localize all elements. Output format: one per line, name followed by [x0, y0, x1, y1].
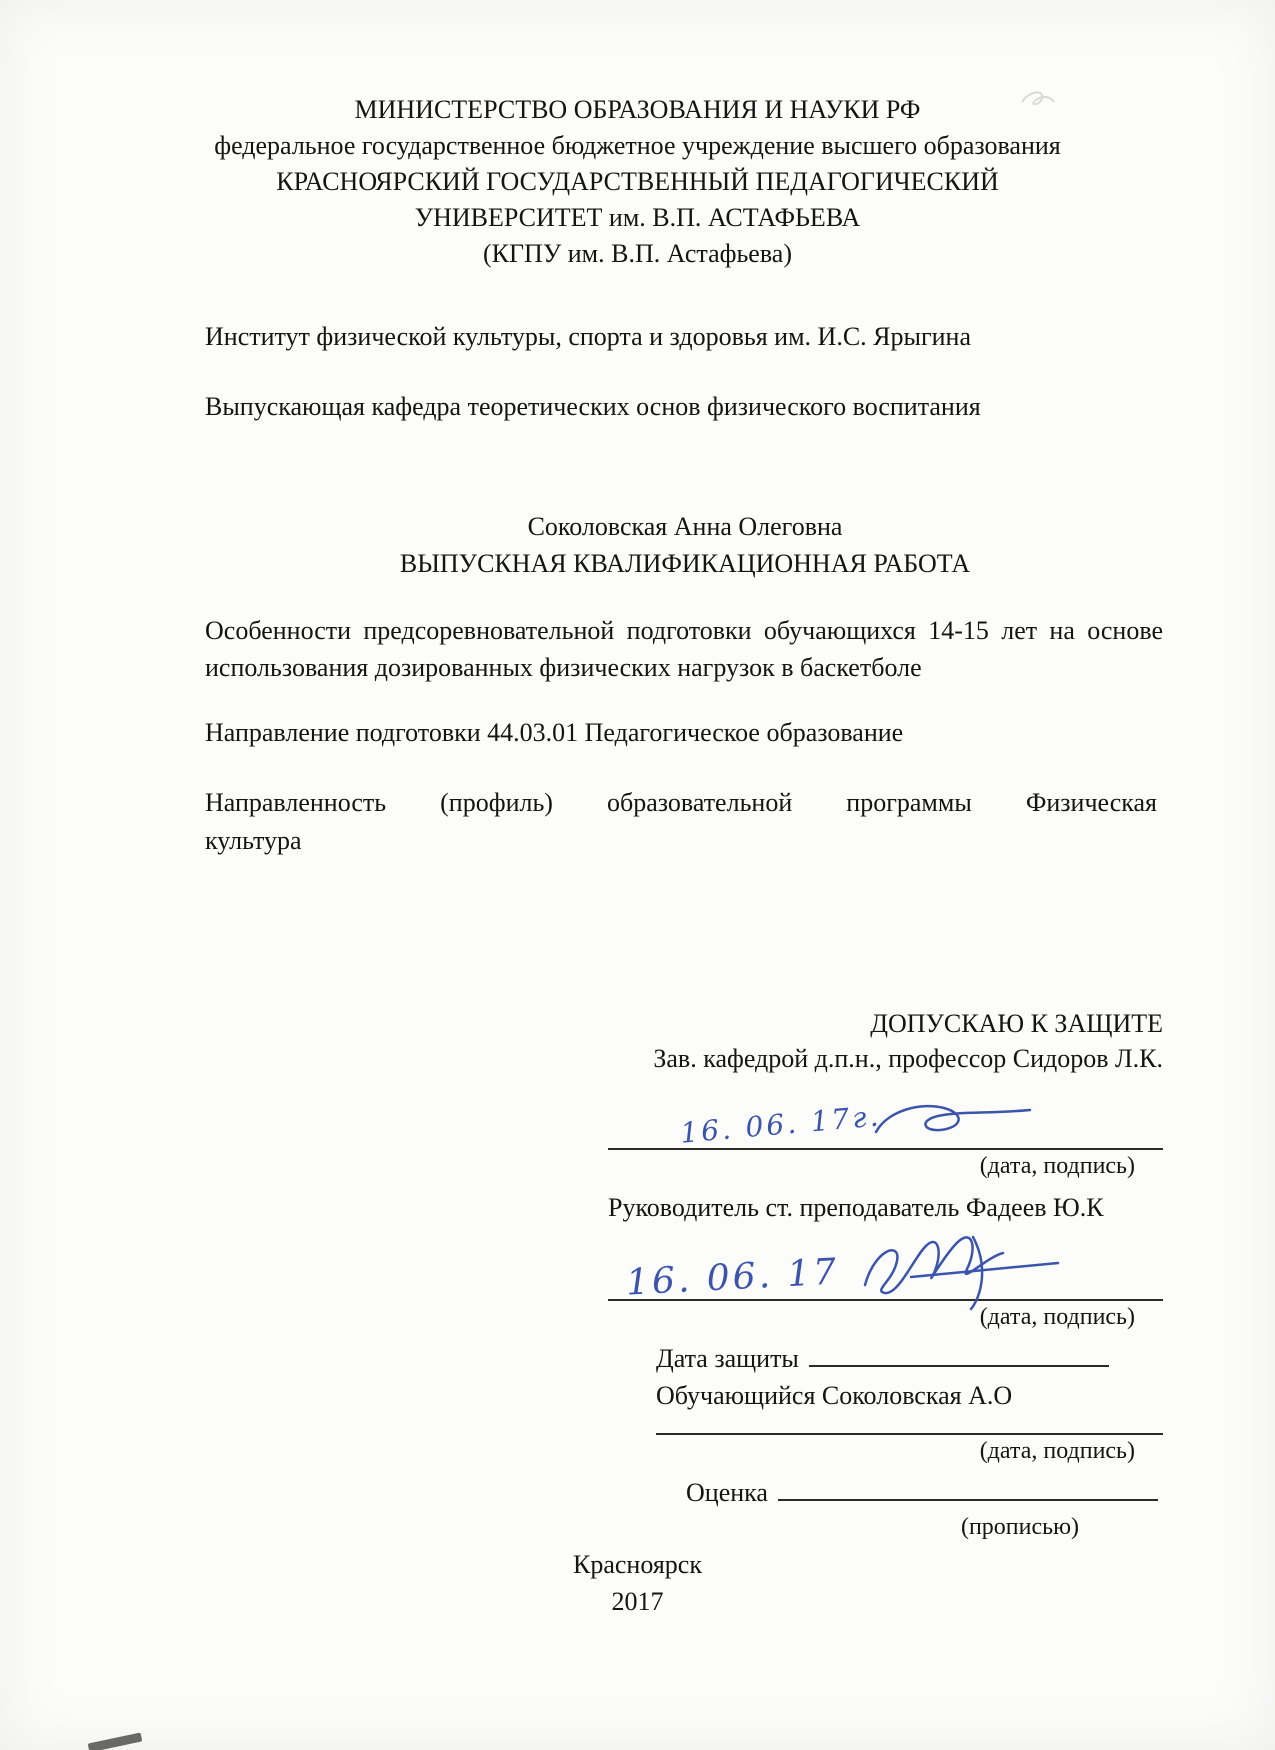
approval-block [608, 1006, 1163, 1544]
head-signature-date: 16. 06. 17г. [678, 1099, 883, 1150]
scan-artifact-corner [88, 1732, 143, 1750]
work-type-title: ВЫПУСКНАЯ КВАЛИФИКАЦИОННАЯ РАБОТА [399, 549, 971, 578]
profile-line: Направленность (профиль) образовательной программы Физическая культура [205, 788, 1157, 855]
thesis-title: Особенности предсоревновательной подготовки обучающихся 14-15 лет на основе использования дозированных физических нагрузок в баскетболе [205, 616, 1163, 682]
supervisor-signature-icon [853, 1223, 1068, 1315]
institute-line: Институт физической культуры, спорта и здоровья им. И.С. Ярыгина [205, 322, 972, 351]
year-line: 2017 [611, 1587, 664, 1616]
scan-artifact-mark [1018, 86, 1058, 110]
defense-date-blank [809, 1339, 1109, 1367]
supervisor-signature-area [608, 1233, 1163, 1304]
date-signature-caption-3: (дата, подпись) [979, 1438, 1135, 1464]
defense-date-row [656, 1339, 1163, 1376]
university-name-line2: УНИВЕРСИТЕТ им. В.П. АСТАФЬЕВА [414, 203, 861, 232]
institution-type-line: федеральное государственное бюджетное учреждение высшего образования [214, 131, 1061, 160]
student-line: Обучающийся Соколовская А.О [656, 1381, 1013, 1410]
department-line: Выпускающая кафедра теоретических основ физического воспитания [205, 392, 981, 421]
city-line: Красноярск [573, 1550, 702, 1579]
grade-blank [778, 1473, 1158, 1501]
direction-line: Направление подготовки 44.03.01 Педагогическое образование [205, 718, 904, 747]
supervisor-line: Руководитель ст. преподаватель Фадеев Ю.К [608, 1193, 1104, 1222]
date-signature-caption-1: (дата, подпись) [979, 1153, 1135, 1179]
head-signature-area [608, 1092, 1163, 1150]
ministry-header [0, 92, 1275, 272]
university-abbreviation: (КГПУ им. В.П. Астафьева) [483, 239, 792, 268]
footer-block [0, 1546, 1275, 1620]
grade-row [686, 1473, 1163, 1510]
supervisor-signature-date: 16. 06. 17 [625, 1251, 841, 1304]
ministry-line: МИНИСТЕРСТВО ОБРАЗОВАНИЯ И НАУКИ РФ [354, 95, 921, 124]
author-block [205, 508, 1165, 582]
grade-label: Оценка [686, 1478, 768, 1507]
grade-caption: (прописью) [960, 1514, 1079, 1540]
author-name: Соколовская Анна Олеговна [527, 512, 843, 541]
head-signature-icon [870, 1096, 1040, 1146]
date-signature-caption-2: (дата, подпись) [979, 1304, 1135, 1330]
head-of-department-line: Зав. кафедрой д.п.н., профессор Сидоров Л.К. [653, 1044, 1163, 1073]
defense-date-label: Дата защиты [656, 1344, 799, 1373]
university-name-line1: КРАСНОЯРСКИЙ ГОСУДАРСТВЕННЫЙ ПЕДАГОГИЧЕСКИЙ [276, 167, 999, 196]
approval-heading: ДОПУСКАЮ К ЗАЩИТЕ [870, 1009, 1163, 1038]
